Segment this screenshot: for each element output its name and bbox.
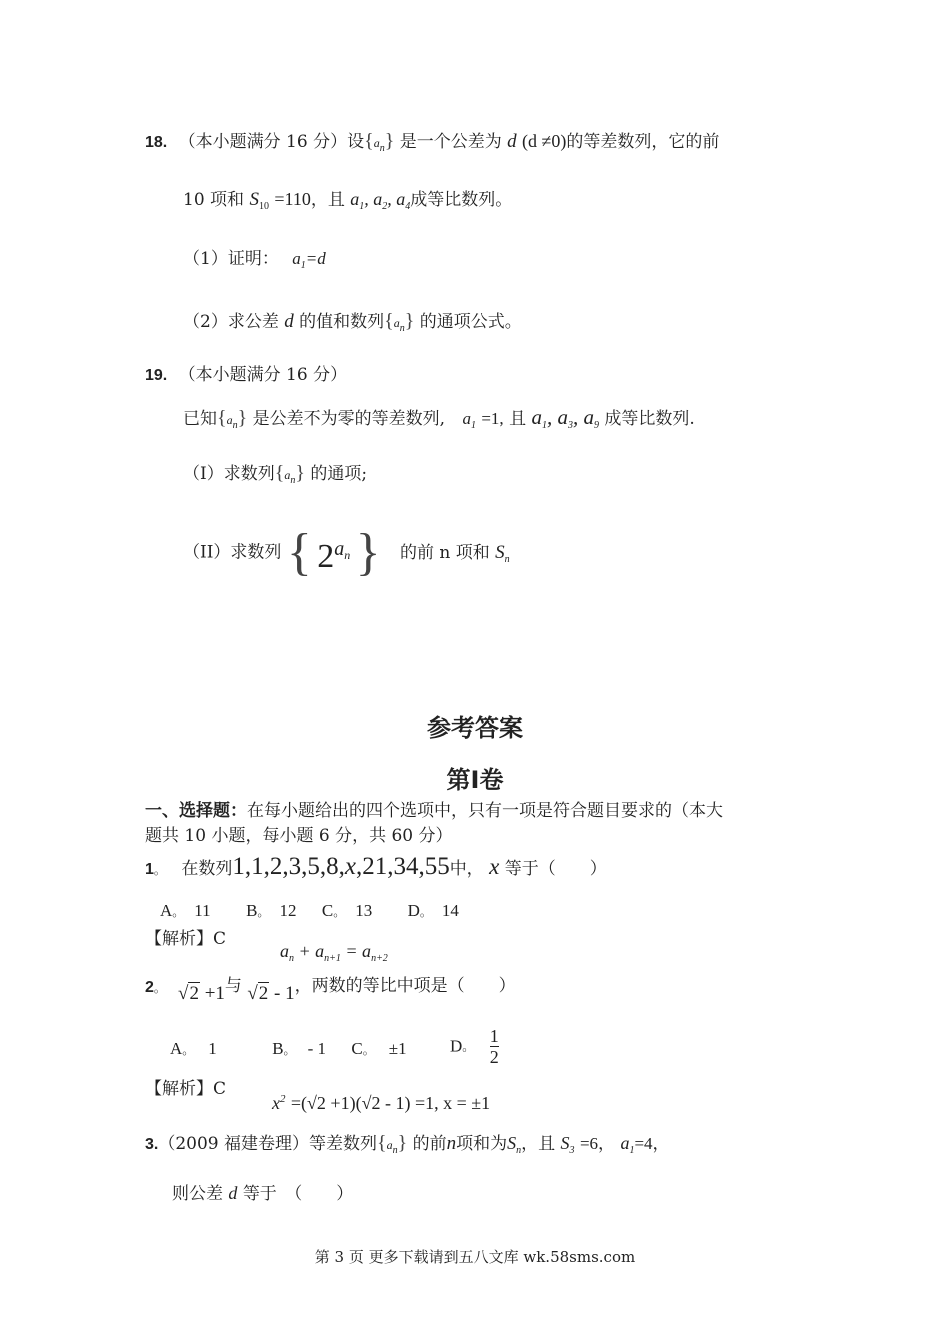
a2-option-d: D。 $\frac{1}{2}$: [450, 1026, 499, 1067]
q19-sub1: （I）求数列$\{a_n\}$ 的通项;: [183, 462, 368, 486]
a3-number: 3.: [145, 1136, 159, 1153]
q19-line1-text4: 成等比数列.: [604, 409, 695, 429]
a1-stem-text2: 中，: [449, 859, 484, 879]
a2-options: [170, 1038, 407, 1061]
a3-stem-text2: 的前: [412, 1134, 447, 1154]
q18-sub2-end: 的通项公式。: [419, 312, 522, 332]
a1-sequence: 1,1,2,3,5,8,: [232, 853, 345, 880]
a1-formula: $a_n + a_{n+1} = a_{n+2}$: [280, 941, 388, 964]
q18-sub2-label: （2）求公差: [183, 312, 279, 332]
q19-a1-eq: =1,: [481, 409, 504, 428]
a3-stem-text3: 项和为: [456, 1134, 508, 1154]
q18-text2: 是一个公差为: [399, 132, 502, 152]
a2-option-b: B。 - 1: [272, 1039, 326, 1058]
section-intro-2: [145, 825, 453, 847]
q18-text1: （本小题满分 16 分）设: [178, 132, 365, 152]
a3-s3-eq: =6，: [579, 1134, 616, 1153]
a3-stem-text4: ，且: [521, 1134, 556, 1154]
q18-s10-eq: =110: [274, 189, 311, 209]
a2-stem-expr: √2 +1与 √2 - 1，两数的等比中项是（ ）: [178, 976, 516, 1004]
a3-line2-text2: 等于 （ ）: [242, 1184, 354, 1204]
a2-analysis: [145, 1078, 226, 1100]
a1-option-a: A。 11: [160, 901, 211, 920]
section-intro: [145, 800, 723, 822]
q18-condition: (d ≠0): [522, 131, 567, 151]
section-text1: 在每小题给出的四个选项中，只有一项是符合题目要求的（本大: [247, 801, 723, 821]
a2-option-d-fraction: $\frac{1}{2}$: [489, 1026, 499, 1067]
a1-option-c: C。 13: [321, 901, 373, 920]
a1-options: [160, 900, 459, 923]
section-text2: 题共 10 小题，每小题 6 分，共 60 分）: [145, 826, 453, 846]
q19-line1-text2: 是公差不为零的等差数列,: [252, 409, 446, 429]
a3-line2: 则公差 d 等于 （ ）: [172, 1183, 354, 1204]
a2-stem: [145, 976, 166, 999]
a2-number: 2: [145, 979, 154, 996]
q18-text3: 的等差数列，它的前: [566, 132, 720, 152]
a3-line2-text: 则公差: [172, 1184, 223, 1204]
q18-number: 18.: [145, 134, 168, 151]
q19-sub1-label: （I）求数列: [183, 464, 275, 484]
q18-line1: 18. （本小题满分 16 分）设$\{a_n\}$ 是一个公差为 d (d ≠0)的等差数列，它的前: [145, 130, 720, 154]
a1-stem-text: 在数列: [181, 859, 233, 879]
page-footer: 第 3 页 更多下载请到五八文库 wk.58sms.com: [314, 1248, 636, 1266]
a1-analysis: [145, 928, 226, 950]
a2-dot: 。: [153, 981, 166, 995]
a2-mid: 与: [224, 976, 242, 996]
q19-line1-text3: 且: [509, 409, 527, 429]
a2-formula: $x^2 =(√2 +1)(√2 - 1) =1$, x = ±1: [272, 1093, 491, 1113]
a1-number: 1: [145, 861, 154, 878]
a2-formula-text: =(√2 +1)(√2 - 1) =1, x = ±1: [290, 1093, 491, 1113]
a1-analysis-text: 【解析】C: [145, 929, 227, 949]
a1-sequence2: ,21,34,55: [355, 853, 450, 880]
q18-sub2: （2）求公差 d 的值和数列$\{a_n\}$ 的通项公式。: [183, 310, 522, 334]
q19-sub1-end: 的通项;: [310, 464, 368, 484]
answers-title: 参考答案: [427, 714, 523, 742]
q18-line2: 10 项和 $S_{10} =110$，且 $a_1$, $a_2$, $a_4$成等比数列。: [183, 189, 513, 212]
q18-line2-text2: ，且: [310, 190, 345, 210]
a3-stem: 3.（2009 福建卷理）等差数列$\{a_n\}$ 的前n项和为$S_n$，且 $S_3 =6$， $a_1=4$，: [145, 1132, 670, 1156]
a3-a1-eq: =4，: [634, 1134, 670, 1153]
volume-title: 第Ⅰ卷: [446, 766, 504, 794]
a1-dot: 。: [153, 863, 166, 877]
a2-option-d-label: D: [450, 1036, 463, 1056]
section-label: 一、选择题：: [145, 801, 247, 821]
q18-sub1-eq: =d: [305, 249, 326, 268]
a3-stem-text1: （2009 福建卷理）等差数列: [158, 1134, 378, 1154]
q19-sub2-end: 的前 n 项和: [400, 542, 490, 563]
a1-stem-text3: 等于（ ）: [504, 859, 607, 879]
q19-sub2-label: （II）求数列: [183, 542, 282, 563]
a2-option-c: C。 ±1: [351, 1039, 407, 1058]
a2-option-a: A。 1: [170, 1039, 217, 1058]
q18-sub1: （1）证明： $a_1=d$: [183, 249, 326, 271]
q18-line2-text: 10 项和: [183, 190, 245, 210]
q19-number: 19.: [145, 367, 168, 384]
a1-stem: 1。 在数列1,1,2,3,5,8,x,21,34,55中， x 等于（ ）: [145, 853, 607, 880]
q19-sub2: （II）求数列 { $2^{a_n}$ } 的前 n 项和 $S_n$: [183, 524, 510, 582]
a1-option-b: B。 12: [246, 901, 297, 920]
q18-sub2-mid: 的值和数列: [299, 312, 385, 332]
a2-analysis-text: 【解析】C: [145, 1079, 227, 1099]
a2-stem-text: ，两数的等比中项是（ ）: [294, 976, 516, 996]
q19-line0: [145, 364, 347, 387]
a1-option-d: D。 14: [407, 901, 459, 920]
q18-sub1-label: （1）证明：: [183, 249, 279, 269]
q19-line1-text: 已知: [183, 409, 217, 429]
q18-line2-text3: 成等比数列。: [410, 190, 513, 210]
q19-title: （本小题满分 16 分）: [178, 365, 348, 385]
q19-line1: 已知$\{a_n\}$ 是公差不为零的等差数列, $a_1 =1$, 且 $a_1$, $a_3$, $a_9$ 成等比数列.: [183, 405, 695, 431]
